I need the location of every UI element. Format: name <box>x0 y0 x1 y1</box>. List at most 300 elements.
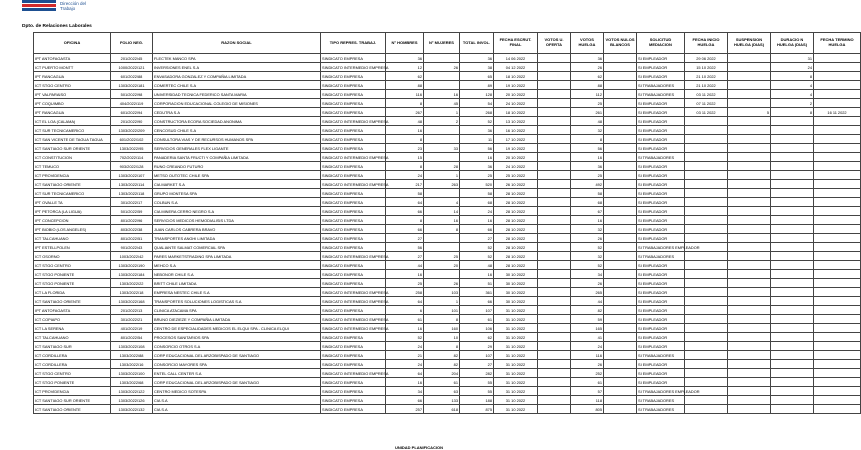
table-cell: NEBONOR CHILE S.A <box>153 270 321 279</box>
table-cell <box>538 216 571 225</box>
table-cell: 261 <box>571 108 604 117</box>
table-cell <box>771 396 814 405</box>
table-cell: 6 <box>386 306 424 315</box>
table-cell: 68 <box>460 198 494 207</box>
table-cell: 31 <box>771 54 814 63</box>
table-cell: COLBUN S.A <box>153 198 321 207</box>
table-cell <box>604 360 637 369</box>
column-header: SOLICITUD MEDIACION <box>637 33 685 54</box>
table-cell: 16 10 2022 <box>494 126 538 135</box>
table-cell: 25 <box>571 99 604 108</box>
table-cell: 27 <box>386 252 424 261</box>
table-cell: SINDICATO INTERMEDIO EMPRESA <box>322 298 389 304</box>
table-cell: SINDICATO EMPRESA <box>321 108 386 117</box>
table-row <box>34 171 861 180</box>
table-cell: CENTRO MEDICO SOTESPA <box>153 387 321 396</box>
table-cell <box>814 171 861 180</box>
table-cell: 68 <box>571 198 604 207</box>
table-cell <box>771 270 814 279</box>
table-cell: CENTRO DE ESPECIALIDADES MEDICOS EL ELQUI SPA - CLINICA ELQUI <box>153 324 321 333</box>
table-cell <box>771 234 814 243</box>
table-cell <box>771 207 814 216</box>
table-cell <box>538 153 571 162</box>
table-cell: 66 <box>460 225 494 234</box>
table-cell <box>771 324 814 333</box>
table-cell <box>538 72 571 81</box>
table-cell <box>685 153 728 162</box>
table-cell: SI EMPLEADOR <box>637 369 685 378</box>
table-cell: QUALIANTE SALMAT COMERCIAL SPA <box>153 243 321 252</box>
table-cell: 1303/2022/132 <box>111 405 153 414</box>
table-row <box>34 126 861 135</box>
table-cell: SERVICIOS MEDICOS HEMODIALISIS LTDA <box>153 216 321 225</box>
logo-text <box>60 1 86 11</box>
table-cell <box>538 99 571 108</box>
table-cell <box>685 297 728 306</box>
table-cell: 36 <box>386 54 424 63</box>
table-cell: 16 <box>460 270 494 279</box>
table-cell: 66 <box>386 396 424 405</box>
table-cell: 8 <box>386 99 424 108</box>
table-cell <box>814 333 861 342</box>
table-cell: 45 <box>424 99 460 108</box>
table-cell: 33 <box>424 144 460 153</box>
table-cell: 56 <box>460 144 494 153</box>
footer-label: UNIDAD PLANIFICACION <box>395 445 443 450</box>
table-cell: 31 10 2022 <box>494 387 538 396</box>
table-cell: 20 <box>424 261 460 270</box>
table-cell <box>604 207 637 216</box>
table-cell <box>814 369 861 378</box>
table-cell: 1 <box>424 297 460 306</box>
table-cell <box>424 234 460 243</box>
table-cell <box>538 288 571 297</box>
table-cell <box>771 297 814 306</box>
table-cell: SI EMPLEADOR <box>637 108 685 117</box>
table-cell: 601/2022/94 <box>111 108 153 117</box>
table-cell: 31 10 2022 <box>494 378 538 387</box>
table-cell: 26 <box>424 279 460 288</box>
table-cell: SI EMPLEADOR <box>637 270 685 279</box>
table-cell: 16 <box>460 153 494 162</box>
table-row <box>34 369 861 378</box>
table-cell: 31 10 2022 <box>494 405 538 414</box>
table-cell <box>771 279 814 288</box>
table-cell: 27 <box>386 234 424 243</box>
table-cell: SI EMPLEADOR <box>637 189 685 198</box>
table-cell: 25 <box>424 252 460 261</box>
table-cell: 31 10 2022 <box>494 360 538 369</box>
table-cell: 31 10 2022 <box>494 369 538 378</box>
table-cell <box>814 270 861 279</box>
table-cell: 32 <box>571 126 604 135</box>
table-cell: 903/2022/128 <box>111 162 153 171</box>
table-cell <box>424 243 460 252</box>
table-cell <box>771 225 814 234</box>
table-cell: 258 <box>386 288 424 297</box>
column-header: RAZON SOCIAL <box>153 33 321 54</box>
table-cell: 25 <box>386 279 424 288</box>
table-cell: 30 10 2022 <box>494 297 538 306</box>
table-cell: 252 <box>571 369 604 378</box>
table-cell: CIA MINERA CERRO NEGRO S.A <box>153 207 321 216</box>
table-cell: IPT ANTOFAGASTA <box>34 306 111 315</box>
table-cell: 52 <box>386 333 424 342</box>
table-cell: ICT PUERTO MONTT <box>34 63 111 72</box>
table-cell: 58 <box>571 189 604 198</box>
table-cell: 32 <box>571 252 604 261</box>
table-cell: ICT SANTIAGO SUR <box>34 342 111 351</box>
table-row <box>34 108 861 117</box>
table-cell <box>771 288 814 297</box>
table-cell: ICT CORDILLERA <box>34 351 111 360</box>
table-cell: SI TRABAJADORES <box>637 153 685 162</box>
table-cell <box>814 216 861 225</box>
table-cell: 66 <box>386 207 424 216</box>
logo-line-2: Trabajo <box>60 6 76 11</box>
table-cell <box>685 144 728 153</box>
table-cell <box>604 369 637 378</box>
table-cell <box>728 243 771 252</box>
table-cell <box>771 189 814 198</box>
table-cell: 28 10 2022 <box>494 189 538 198</box>
table-cell <box>728 198 771 207</box>
table-cell: 57 <box>571 387 604 396</box>
table-cell <box>604 378 637 387</box>
table-cell: SERVICIOS GENERALES FLEX LIGANTE <box>153 144 321 153</box>
table-cell <box>685 198 728 207</box>
table-cell: 601/2022/102 <box>111 135 153 144</box>
table-cell <box>728 342 771 351</box>
table-cell: SINDICATO EMPRESA <box>321 261 386 270</box>
table-cell: 702/2022/114 <box>111 153 153 162</box>
table-cell <box>685 315 728 324</box>
table-cell <box>538 63 571 72</box>
column-header: VOTOS U. OFERTA <box>538 33 571 54</box>
table-cell <box>604 234 637 243</box>
table-cell: CIA S.A <box>153 405 321 414</box>
table-row <box>34 72 861 81</box>
table-cell: TRANSPORTES SOLUCIONES LOGISTICAS S.A <box>153 297 321 306</box>
table-cell: 82 <box>424 360 460 369</box>
table-cell: 24 <box>771 63 814 72</box>
table-cell <box>685 351 728 360</box>
table-cell <box>538 144 571 153</box>
table-cell <box>538 351 571 360</box>
table-cell <box>814 306 861 315</box>
table-cell: 268 <box>460 108 494 117</box>
table-cell <box>728 54 771 63</box>
table-cell <box>604 90 637 99</box>
table-cell <box>728 396 771 405</box>
table-cell: SI EMPLEADOR <box>637 225 685 234</box>
table-cell: SINDICATO INTERMEDIO EMPRESA <box>322 181 389 187</box>
table-cell: 48 <box>460 261 494 270</box>
table-cell: 16 <box>386 126 424 135</box>
table-cell: ENTEL CALL CENTER S.A <box>153 369 321 378</box>
table-cell <box>728 378 771 387</box>
table-cell <box>538 81 571 90</box>
table-cell: 89 <box>460 81 494 90</box>
table-row <box>34 225 861 234</box>
table-cell <box>728 225 771 234</box>
table-cell <box>538 189 571 198</box>
table-cell: 25 10 2022 <box>494 171 538 180</box>
table-cell: 8 <box>771 108 814 117</box>
table-cell: SINDICATO EMPRESA <box>321 405 386 414</box>
table-cell <box>728 360 771 369</box>
table-cell: SINDICATO EMPRESA <box>321 162 386 171</box>
table-cell: 31 10 2022 <box>494 315 538 324</box>
table-cell <box>814 405 861 414</box>
table-cell: 1003/2022/42 <box>111 252 153 261</box>
table-cell <box>685 126 728 135</box>
table-cell: SINDICATO INTERMEDIO EMPRESA <box>322 154 389 160</box>
table-cell: 25 <box>571 171 604 180</box>
table-cell: CENCOSUD CHILE S.A <box>153 126 321 135</box>
table-cell: 52 <box>571 243 604 252</box>
table-cell: 1303/2022/122 <box>111 387 153 396</box>
table-cell <box>538 324 571 333</box>
table-cell: CIA S.A <box>153 396 321 405</box>
table-row <box>34 117 861 126</box>
table-cell <box>685 162 728 171</box>
table-cell <box>538 315 571 324</box>
table-cell: SI EMPLEADOR <box>637 324 685 333</box>
table-cell: 14 <box>424 207 460 216</box>
table-cell: 1303/2022/181 <box>111 81 153 90</box>
table-cell: 16 <box>386 378 424 387</box>
table-row <box>34 153 861 162</box>
table-row <box>34 216 861 225</box>
table-cell <box>604 279 637 288</box>
table-cell: SINDICATO EMPRESA <box>321 360 386 369</box>
table-cell <box>604 171 637 180</box>
table-row <box>34 342 861 351</box>
table-cell: 128 <box>460 90 494 99</box>
table-cell <box>814 297 861 306</box>
table-cell: 133 <box>424 396 460 405</box>
table-cell: 301/2022/17 <box>111 198 153 207</box>
table-cell: 44 <box>571 297 604 306</box>
table-cell <box>604 144 637 153</box>
table-cell: 52 <box>460 117 494 126</box>
table-cell: 1303/2022/16 <box>111 360 153 369</box>
table-cell <box>771 171 814 180</box>
table-cell <box>685 270 728 279</box>
table-cell <box>604 216 637 225</box>
table-cell <box>604 198 637 207</box>
table-cell: SINDICATO EMPRESA <box>321 351 386 360</box>
table-cell: 28 10 2022 <box>494 234 538 243</box>
table-cell: IPT CONCEPCION <box>34 216 111 225</box>
table-cell <box>728 144 771 153</box>
table-cell: 63 <box>424 387 460 396</box>
table-cell <box>814 252 861 261</box>
table-row <box>34 99 861 108</box>
table-cell <box>538 225 571 234</box>
table-cell: ICT STGO CENTRO <box>34 261 111 270</box>
table-cell: 501/2022/59 <box>111 207 153 216</box>
table-cell <box>685 117 728 126</box>
table-cell <box>538 162 571 171</box>
table-cell <box>814 396 861 405</box>
table-cell: 20 10 2022 <box>494 153 538 162</box>
table-cell: 1303/2022/88 <box>111 351 153 360</box>
table-cell: IPT PETORCA (LA LIGUA) <box>34 207 111 216</box>
table-cell: 55 <box>460 387 494 396</box>
table-cell <box>771 162 814 171</box>
column-header: DURACIO N HUELGA (DIAS) <box>771 33 814 54</box>
column-header: VOTOS NULOS BLANCOS <box>604 33 637 54</box>
table-cell <box>538 171 571 180</box>
table-cell <box>538 279 571 288</box>
table-cell <box>538 135 571 144</box>
table-cell: SI EMPLEADOR <box>637 261 685 270</box>
table-cell <box>728 81 771 90</box>
table-cell: SINDICATO EMPRESA <box>321 198 386 207</box>
table-cell: IPT OVALLE TA <box>34 198 111 207</box>
table-cell: SI TRABAJADORES <box>637 396 685 405</box>
table-row <box>34 378 861 387</box>
table-cell <box>538 333 571 342</box>
table-row <box>34 180 861 189</box>
table-cell: 101 <box>424 306 460 315</box>
table-cell: CONSULTORA VIAS Y DE RECURSOS HUMANOS SPA <box>153 135 321 144</box>
table-cell: SI EMPLEADOR <box>637 162 685 171</box>
table-cell <box>814 288 861 297</box>
table-cell: 901/2022/43 <box>111 243 153 252</box>
table-cell: CORPORACION EDUCACIONAL COLEGIO DE MISIONES <box>153 99 321 108</box>
table-cell <box>604 306 637 315</box>
table-cell <box>814 153 861 162</box>
table-cell: 21 10 2022 <box>685 81 728 90</box>
table-cell: SINDICATO EMPRESA <box>321 54 386 63</box>
table-cell <box>728 180 771 189</box>
table-cell: 1303/2022/18 <box>111 288 153 297</box>
table-cell <box>538 180 571 189</box>
table-cell: 16 <box>386 324 424 333</box>
table-row <box>34 306 861 315</box>
table-cell: 58 <box>460 189 494 198</box>
table-row <box>34 261 861 270</box>
table-cell: 52 <box>460 243 494 252</box>
table-cell: SI EMPLEADOR <box>637 54 685 63</box>
table-cell: 62 <box>460 333 494 342</box>
table-cell: SI TRABAJADORES <box>637 405 685 414</box>
table-cell: ICT SUR TECNICAMERICO <box>34 126 111 135</box>
column-header: FECHA TERMINO HUELGA <box>814 33 861 54</box>
table-cell <box>771 342 814 351</box>
table-cell <box>424 126 460 135</box>
table-cell <box>814 261 861 270</box>
table-cell: 48 <box>571 117 604 126</box>
table-cell: 26 10 2022 <box>494 180 538 189</box>
table-cell: 8 <box>386 135 424 144</box>
table-cell <box>604 99 637 108</box>
table-row <box>34 189 861 198</box>
table-cell: 401/2022/19 <box>111 324 153 333</box>
table-cell: SINDICATO EMPRESA <box>321 387 386 396</box>
table-cell: SI EMPLEADOR <box>637 72 685 81</box>
table-cell: 165 <box>571 324 604 333</box>
table-cell: 24 <box>460 207 494 216</box>
table-cell <box>424 189 460 198</box>
table-cell <box>728 63 771 72</box>
table-cell: ENVASADORA GONZALEZ Y COMPAÑIA LIMITADA <box>153 72 321 81</box>
table-cell: 801/2022/54 <box>111 333 153 342</box>
table-cell <box>685 369 728 378</box>
table-cell: 107 <box>460 351 494 360</box>
table-cell: SI EMPLEADOR <box>637 180 685 189</box>
table-cell: 263 <box>424 180 460 189</box>
table-cell <box>685 378 728 387</box>
table-cell: 66 <box>386 225 424 234</box>
table-cell: 03 11 2022 <box>685 90 728 99</box>
table-cell: UNIVERSIDAD TECNICA FEDERICO SANTA MARIA <box>153 90 321 99</box>
table-cell: SINDICATO EMPRESA <box>321 243 386 252</box>
table-cell: 31 10 2022 <box>494 333 538 342</box>
table-cell <box>771 333 814 342</box>
table-cell <box>728 99 771 108</box>
table-cell: 2 <box>771 99 814 108</box>
table-cell: ICT STGO PONIENTE <box>34 279 111 288</box>
table-cell: 36 <box>571 54 604 63</box>
table-cell: SINDICATO EMPRESA <box>321 342 386 351</box>
table-cell: CONSORCIO MAYORES SPA <box>153 360 321 369</box>
table-cell <box>771 387 814 396</box>
table-cell: 44 <box>386 261 424 270</box>
table-cell <box>604 162 637 171</box>
table-cell: 24 10 2022 <box>494 99 538 108</box>
table-cell <box>728 117 771 126</box>
table-cell: 8 <box>571 135 604 144</box>
table-cell: 56 <box>571 144 604 153</box>
table-cell: 1 <box>424 108 460 117</box>
table-row <box>34 135 861 144</box>
table-cell <box>604 288 637 297</box>
table-cell: SINDICATO EMPRESA <box>321 144 386 153</box>
table-cell: 501/2022/98 <box>111 90 153 99</box>
table-cell: SI EMPLEADOR <box>637 117 685 126</box>
table-cell <box>685 405 728 414</box>
table-cell <box>685 234 728 243</box>
table-cell: SINDICATO INTERMEDIO EMPRESA <box>322 325 389 331</box>
table-cell: 36 <box>571 162 604 171</box>
table-cell <box>538 369 571 378</box>
column-header: FOLIO NEG. <box>111 33 153 54</box>
column-header: VOTOS HUELGA <box>571 33 604 54</box>
table-cell <box>728 261 771 270</box>
table-cell <box>728 153 771 162</box>
table-cell: ICT STGO CENTRO <box>34 369 111 378</box>
table-cell: 1303/2022/108 <box>111 342 153 351</box>
table-cell <box>771 369 814 378</box>
table-cell <box>538 387 571 396</box>
table-cell <box>685 135 728 144</box>
table-cell <box>728 405 771 414</box>
table-cell: ICT SANTIAGO ORIENTE <box>34 180 111 189</box>
table-cell: 82 <box>571 306 604 315</box>
department-label: Dpto. de Relaciones Laborales <box>22 24 92 29</box>
table-cell: SINDICATO EMPRESA <box>321 135 386 144</box>
table-cell: EMPRESA NESTEC CHILE S.A <box>153 288 321 297</box>
table-cell: SINDICATO EMPRESA <box>321 126 386 135</box>
table-cell: 52 <box>571 261 604 270</box>
table-cell: 15 10 2022 <box>685 63 728 72</box>
table-cell: 26 <box>571 234 604 243</box>
table-cell: 58 <box>386 189 424 198</box>
